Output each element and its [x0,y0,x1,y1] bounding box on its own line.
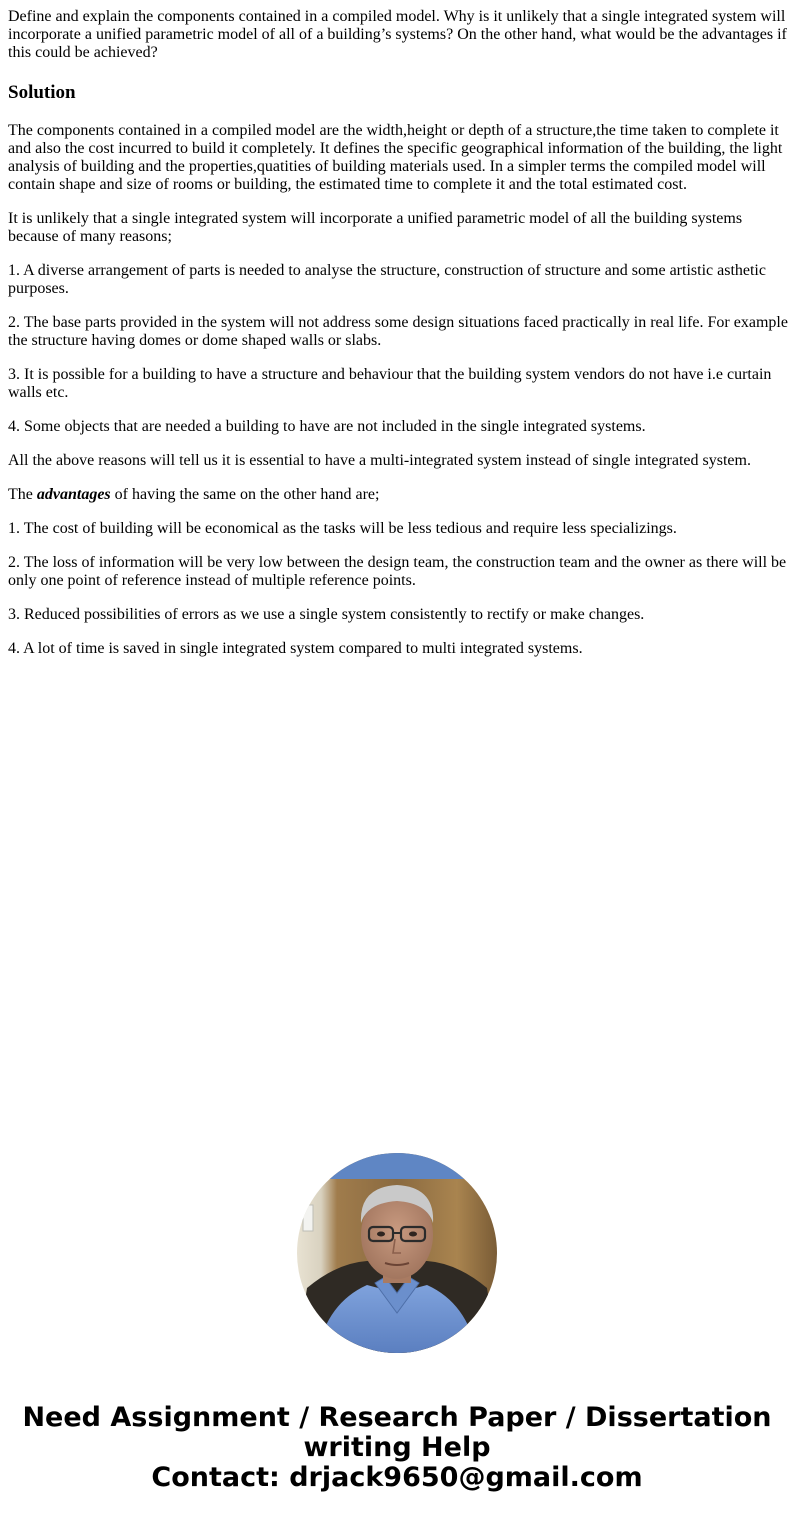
advantages-emphasis: advantages [36,486,111,503]
promo-line-2: writing Help [303,1432,491,1463]
reason-item: 3. It is possible for a building to have a structure and behaviour that the building system vendors do not have i.e curtain walls etc. [8,366,772,401]
reason-item: 1. A diverse arrangement of parts is needed to analyse the structure, construction of structure and some artistic asthetic purposes. [8,262,766,297]
promo-contact: Contact: drjack9650@gmail.com [151,1462,643,1493]
reason-item: 4. Some objects that are needed a building to have are not included in the single integrated systems. [8,418,646,435]
advantage-item: 1. The cost of building will be economical as the tasks will be less tedious and require less specializings. [8,520,677,537]
author-portrait [297,1153,497,1353]
solution-document [8,8,788,674]
author-avatar [297,1153,497,1353]
promo-banner [0,1403,794,1493]
advantage-item: 2. The loss of information will be very low between the design team, the construction team and the owner as there will be only one point of reference instead of multiple reference points. [8,554,787,589]
advantages-intro-pre: The [8,486,37,503]
compiled-model-paragraph: The components contained in a compiled model are the width,height or depth of a structure,the time taken to complete it and also the cost incurred to build it completely. It defines the specific geographical information of the building, the light analysis of building and the properties,quatities of building materials used. In a simpler terms the compiled model will contain shape and size of rooms or building, the estimated time to complete it and the total estimated cost. [8,122,783,193]
unlikely-intro-paragraph: It is unlikely that a single integrated system will incorporate a unified parametric model of all the building systems because of many reasons; [8,210,743,245]
reason-item: 2. The base parts provided in the system will not address some design situations faced practically in real life. For example the structure having domes or dome shaped walls or slabs. [8,314,788,349]
conclusion-paragraph: All the above reasons will tell us it is essential to have a multi-integrated system instead of single integrated system. [8,452,751,469]
question-text: Define and explain the components contained in a compiled model. Why is it unlikely that a single integrated system will incorporate a unified parametric model of all of a building’s systems? On the other hand, what would be the advantages if this could be achieved? [8,8,787,61]
advantages-intro-post: of having the same on the other hand are; [110,486,380,503]
advantage-item: 3. Reduced possibilities of errors as we use a single system consistently to rectify or make changes. [8,606,645,623]
promo-line-1: Need Assignment / Research Paper / Dissertation [22,1402,772,1433]
solution-heading: Solution [8,82,76,103]
advantages-intro [8,486,788,504]
advantage-item: 4. A lot of time is saved in single integrated system compared to multi integrated systems. [8,640,583,657]
